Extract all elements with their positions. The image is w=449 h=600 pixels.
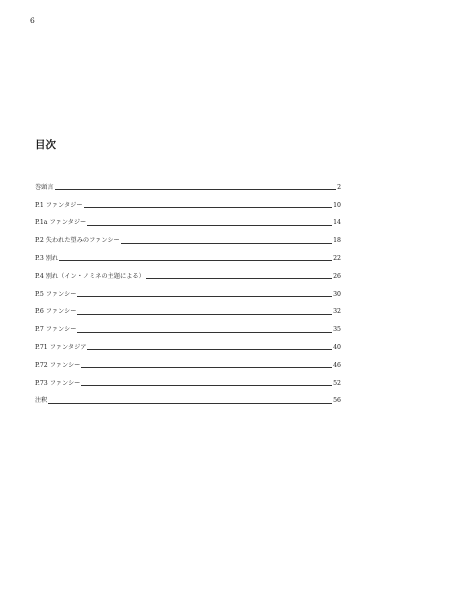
toc-leader-line (59, 260, 332, 261)
toc-entry-title: P.1 ファンタジー (35, 201, 83, 209)
toc-entry-page: 14 (333, 219, 341, 227)
toc-entry-page: 18 (333, 237, 341, 245)
toc-entry-page: 22 (333, 254, 341, 262)
toc-entry[interactable] (35, 281, 341, 299)
toc-entry[interactable] (35, 227, 341, 245)
toc-entry-title: 巻頭言 (35, 183, 54, 191)
toc-entry-title: P.1a ファンタジー (35, 219, 87, 227)
toc-leader-line (81, 367, 332, 368)
toc-entry[interactable] (35, 370, 341, 388)
toc-entry[interactable] (35, 316, 341, 334)
toc-entry-title: P.2 失われた望みのファンシー (35, 237, 120, 245)
toc-leader-line (48, 403, 332, 404)
toc-entry-title: P.5 ファンシー (35, 290, 77, 298)
toc-leader-line (81, 385, 332, 386)
toc-entry-title: P.7 ファンシー (35, 326, 77, 334)
toc-entry[interactable] (35, 388, 341, 406)
toc-entry-title: 注釈 (35, 397, 48, 405)
toc-entry-page: 46 (333, 361, 341, 369)
toc-entry-page: 35 (333, 326, 341, 334)
toc-leader-line (84, 207, 333, 208)
toc-entry[interactable] (35, 174, 341, 192)
toc-entry-title: P.71 ファンタジア (35, 343, 87, 351)
toc-entry-title: P.6 ファンシー (35, 308, 77, 316)
toc-entry[interactable] (35, 245, 341, 263)
toc-entry-title: P.3 別れ (35, 254, 59, 262)
toc-entry-page: 32 (333, 308, 341, 316)
toc-leader-line (121, 243, 332, 244)
toc-leader-line (146, 278, 332, 279)
toc-entry[interactable] (35, 263, 341, 281)
toc-leader-line (77, 314, 332, 315)
toc-leader-line (55, 189, 337, 190)
toc-leader-line (87, 349, 332, 350)
toc-entry-page: 52 (333, 379, 341, 387)
toc-entry-page: 30 (333, 290, 341, 298)
toc-entry-title: P.4 別れ（イン・ノミネの主題による） (35, 272, 145, 280)
toc-entry[interactable] (35, 352, 341, 370)
toc-leader-line (77, 332, 332, 333)
toc-entry-page: 56 (333, 397, 341, 405)
toc-entry-page: 40 (333, 343, 341, 351)
toc-entry[interactable] (35, 299, 341, 317)
table-of-contents (35, 174, 341, 405)
toc-leader-line (87, 225, 332, 226)
toc-entry[interactable] (35, 334, 341, 352)
toc-entry-title: P.73 ファンシー (35, 379, 81, 387)
toc-leader-line (77, 296, 332, 297)
toc-entry-page: 26 (333, 272, 341, 280)
page-number: 6 (30, 16, 35, 25)
toc-entry[interactable] (35, 192, 341, 210)
toc-title: 目次 (35, 139, 56, 151)
toc-entry-page: 10 (333, 201, 341, 209)
toc-entry[interactable] (35, 210, 341, 228)
toc-entry-page: 2 (337, 183, 341, 191)
toc-entry-title: P.72 ファンシー (35, 361, 81, 369)
